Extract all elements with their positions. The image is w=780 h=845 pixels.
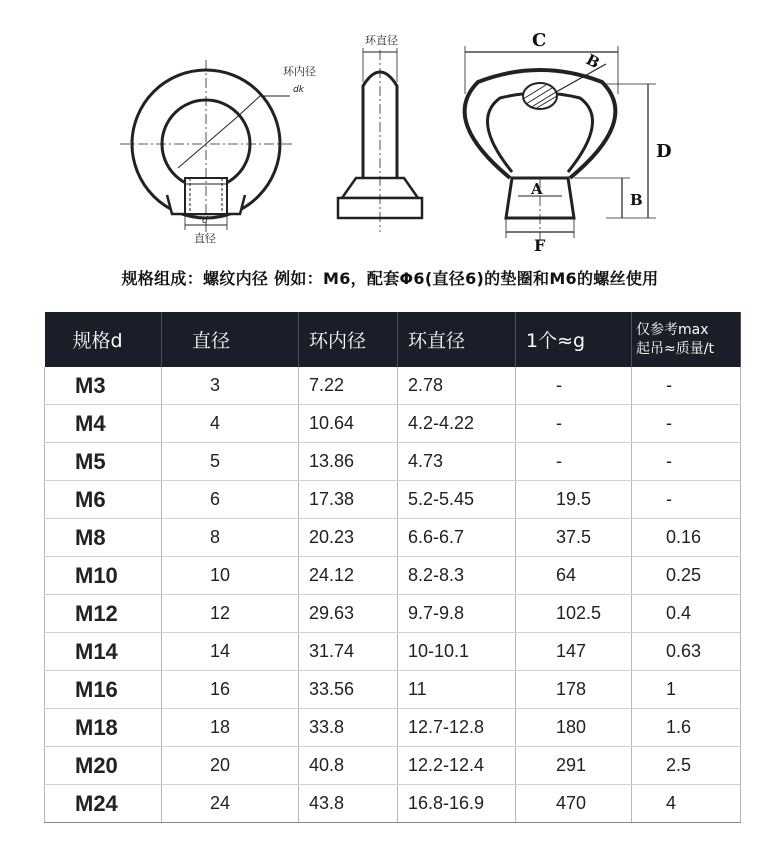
weight-cell: -: [516, 405, 632, 443]
ring-diameter-cell: 5.2-5.45: [398, 481, 516, 519]
diameter-cell: 16: [162, 671, 299, 709]
front-view-drawing: [120, 60, 295, 240]
ring-inner-cell: 13.86: [299, 443, 398, 481]
diameter-label: 直径: [194, 232, 216, 245]
ring-inner-cell: 33.8: [299, 709, 398, 747]
weight-cell: 180: [516, 709, 632, 747]
max-lift-cell: 1: [632, 671, 741, 709]
spec-cell: M6: [45, 481, 162, 519]
spec-cell: M14: [45, 633, 162, 671]
dim-f-label: F: [534, 236, 546, 255]
spec-table: [44, 312, 741, 823]
ring-diameter-cell: 12.7-12.8: [398, 709, 516, 747]
diameter-cell: 18: [162, 709, 299, 747]
eye-nut-drawings: [0, 0, 780, 262]
diameter-cell: 3: [162, 367, 299, 405]
max-lift-cell: -: [632, 443, 741, 481]
table-row: [45, 785, 741, 823]
table-body: [45, 367, 741, 823]
header-ring-diameter: 环直径: [398, 312, 516, 367]
diameter-cell: 14: [162, 633, 299, 671]
max-lift-cell: 0.63: [632, 633, 741, 671]
header-max-lift: [632, 312, 741, 367]
spec-cell: M18: [45, 709, 162, 747]
spec-cell: M4: [45, 405, 162, 443]
ring-inner-label: 环内径: [283, 65, 316, 78]
spec-caption: 规格组成：螺纹内径 例如：M6，配套Φ6(直径6)的垫圈和M6的螺丝使用: [121, 269, 659, 288]
diameter-cell: 5: [162, 443, 299, 481]
weight-cell: -: [516, 443, 632, 481]
ring-diameter-cell: 6.6-6.7: [398, 519, 516, 557]
table-row: [45, 519, 741, 557]
table-row: [45, 671, 741, 709]
max-lift-cell: 0.16: [632, 519, 741, 557]
ring-diameter-cell: 2.78: [398, 367, 516, 405]
weight-cell: 178: [516, 671, 632, 709]
diameter-cell: 6: [162, 481, 299, 519]
weight-cell: 470: [516, 785, 632, 823]
diameter-cell: 8: [162, 519, 299, 557]
ring-inner-cell: 10.64: [299, 405, 398, 443]
side-view-drawing: [338, 48, 422, 232]
diameter-cell: 20: [162, 747, 299, 785]
diagrams: [0, 0, 780, 262]
d-label: d: [202, 216, 208, 226]
ring-inner-cell: 7.22: [299, 367, 398, 405]
max-lift-cell: 0.25: [632, 557, 741, 595]
max-lift-cell: -: [632, 405, 741, 443]
table-row: [45, 405, 741, 443]
table-row: [45, 595, 741, 633]
weight-cell: -: [516, 367, 632, 405]
ring-diameter-cell: 16.8-16.9: [398, 785, 516, 823]
weight-cell: 291: [516, 747, 632, 785]
weight-cell: 19.5: [516, 481, 632, 519]
weight-cell: 64: [516, 557, 632, 595]
dim-c-label: C: [532, 30, 547, 51]
ring-diameter-cell: 4.2-4.22: [398, 405, 516, 443]
spec-cell: M10: [45, 557, 162, 595]
ring-inner-cell: 40.8: [299, 747, 398, 785]
max-lift-cell: -: [632, 481, 741, 519]
dim-a-label: A: [531, 180, 543, 198]
diameter-cell: 10: [162, 557, 299, 595]
header-weight: 1个≈g: [516, 312, 632, 367]
max-lift-cell: 2.5: [632, 747, 741, 785]
weight-cell: 37.5: [516, 519, 632, 557]
ring-diameter-cell: 9.7-9.8: [398, 595, 516, 633]
max-lift-cell: -: [632, 367, 741, 405]
ring-diameter-cell: 11: [398, 671, 516, 709]
table-header-row: [45, 312, 741, 367]
diameter-cell: 4: [162, 405, 299, 443]
ring-diameter-cell: 12.2-12.4: [398, 747, 516, 785]
spec-cell: M24: [45, 785, 162, 823]
max-lift-cell: 4: [632, 785, 741, 823]
ring-inner-cell: 20.23: [299, 519, 398, 557]
dim-b-slanted-label: B: [582, 50, 603, 73]
header-max-lift-line1: 仅参考max: [636, 321, 709, 338]
ring-inner-cell: 17.38: [299, 481, 398, 519]
spec-cell: M3: [45, 367, 162, 405]
table-row: [45, 557, 741, 595]
max-lift-cell: 1.6: [632, 709, 741, 747]
dim-b-label: B: [630, 191, 643, 209]
diameter-cell: 12: [162, 595, 299, 633]
ring-diameter-label: 环直径: [365, 34, 398, 47]
dim-d-label: D: [656, 141, 672, 162]
table-row: [45, 747, 741, 785]
spec-cell: M12: [45, 595, 162, 633]
weight-cell: 102.5: [516, 595, 632, 633]
ring-inner-cell: 43.8: [299, 785, 398, 823]
spec-cell: M5: [45, 443, 162, 481]
dk-label: dk: [293, 85, 304, 95]
spec-cell: M20: [45, 747, 162, 785]
max-lift-cell: 0.4: [632, 595, 741, 633]
dimension-view-drawing: [465, 46, 656, 240]
table-row: [45, 633, 741, 671]
ring-diameter-cell: 10-10.1: [398, 633, 516, 671]
table-row: [45, 709, 741, 747]
header-max-lift-line2: 起吊≈质量/t: [636, 340, 714, 357]
header-ring-inner: 环内径: [299, 312, 398, 367]
ring-diameter-cell: 4.73: [398, 443, 516, 481]
ring-inner-cell: 29.63: [299, 595, 398, 633]
ring-inner-cell: 33.56: [299, 671, 398, 709]
table-row: [45, 443, 741, 481]
ring-inner-cell: 24.12: [299, 557, 398, 595]
table-row: [45, 367, 741, 405]
ring-diameter-cell: 8.2-8.3: [398, 557, 516, 595]
table-row: [45, 481, 741, 519]
weight-cell: 147: [516, 633, 632, 671]
spec-cell: M8: [45, 519, 162, 557]
header-diameter: 直径: [162, 312, 299, 367]
spec-cell: M16: [45, 671, 162, 709]
diameter-cell: 24: [162, 785, 299, 823]
ring-inner-cell: 31.74: [299, 633, 398, 671]
header-spec: 规格d: [45, 312, 162, 367]
